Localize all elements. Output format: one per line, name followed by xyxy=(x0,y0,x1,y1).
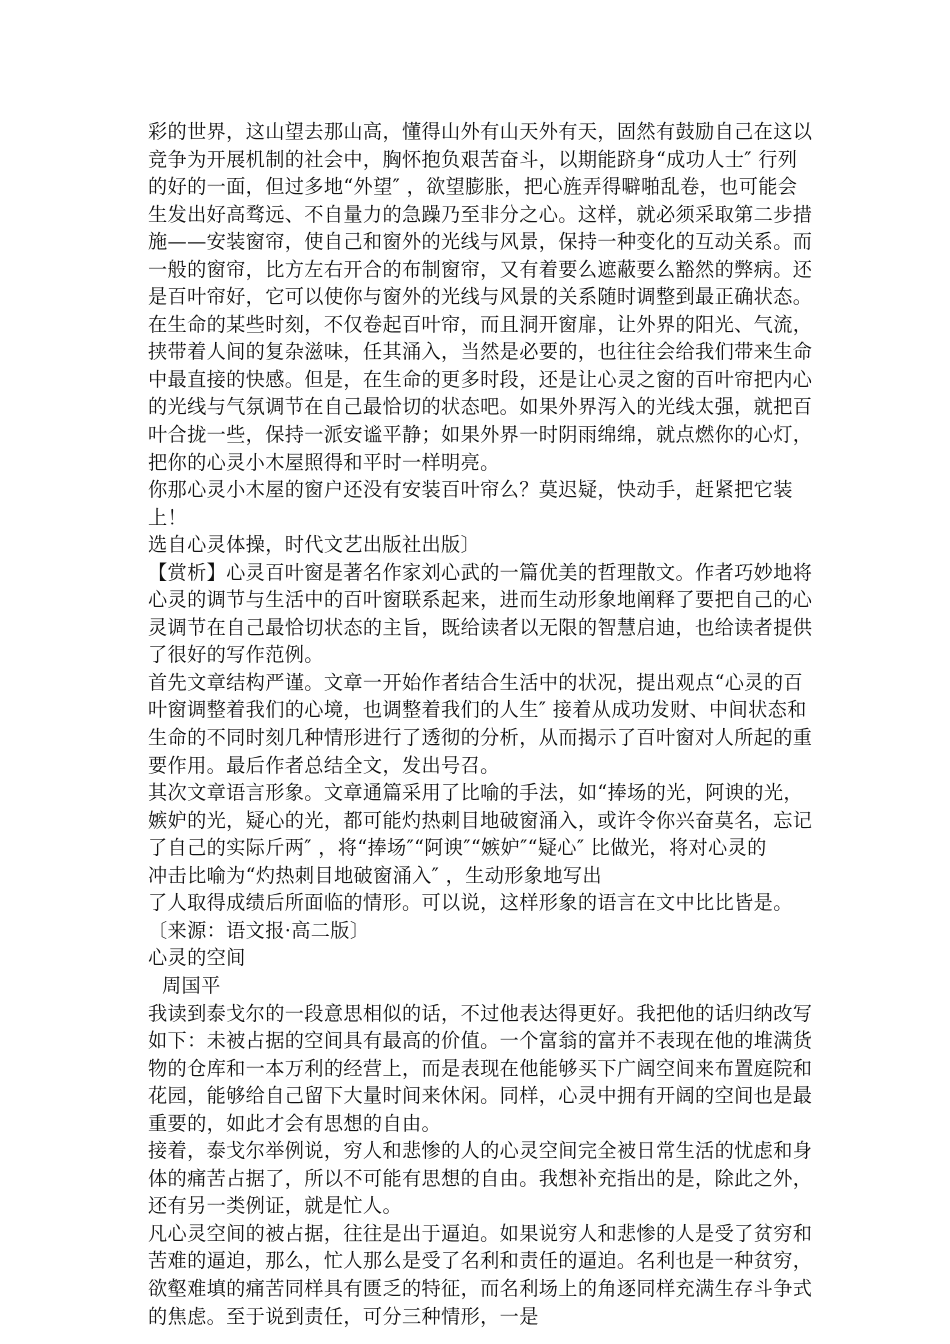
text-line: 物的仓库和一本万利的经营上，而是表现在他能够买下广阔空间来布置庭院和 xyxy=(148,1056,813,1080)
text-line: 其次文章语言形象。文章通篇采用了比喻的手法，如“捧场的光，阿谀的光， xyxy=(148,781,803,805)
text-line: 还有另一类例证，就是忙人。 xyxy=(148,1194,402,1218)
text-line: 了自己的实际斤两″ ，将“捧场″“阿谀″“嫉妒″“疑心″ 比做光，将对心灵的 xyxy=(148,836,767,860)
text-line: 的光线与气氛调节在自己最恰切的状态吧。如果外界泻入的光线太强，就把百 xyxy=(148,395,813,419)
article-title: 心灵的空间 xyxy=(148,946,246,970)
text-line: 心灵的调节与生活中的百叶窗联系起来，进而生动形象地阐释了要把自己的心 xyxy=(148,588,813,612)
source-line: 〔来源：语文报·高二版〕 xyxy=(148,918,370,942)
text-line: 彩的世界，这山望去那山高，懂得山外有山天外有天，固然有鼓励自己在这以 xyxy=(148,120,813,143)
text-line: 你那心灵小木屋的窗户还没有安装百叶帘么？莫迟疑，快动手，赶紧把它装 xyxy=(148,478,793,502)
text-line: 生命的不同时刻几种情形进行了透彻的分析，从而揭示了百叶窗对人所起的重 xyxy=(148,726,813,750)
text-line: 是百叶帘好，它可以使你与窗外的光线与风景的关系随时调整到最正确状态。 xyxy=(148,285,813,309)
text-line: 要作用。最后作者总结全文，发出号召。 xyxy=(148,753,500,777)
text-line: 叶窗调整着我们的心境，也调整着我们的人生″ 接着从成功发财、中间状态和 xyxy=(148,698,807,722)
text-line: 了很好的写作范例。 xyxy=(148,643,324,667)
text-line: 了人取得成绩后所面临的情形。可以说，这样形象的语言在文中比比皆是。 xyxy=(148,891,793,915)
text-line: 如下：未被占据的空间具有最高的价值。一个富翁的富并不表现在他的堆满货 xyxy=(148,1029,813,1053)
text-line: 冲击比喻为“灼热刺目地破窗涌入″ ，生动形象地写出 xyxy=(148,863,602,887)
text-line: 灵调节在自己最恰切状态的主旨，既给读者以无限的智慧启迪，也给读者提供 xyxy=(148,615,813,639)
text-line: 体的痛苦占据了，所以不可能有思想的自由。我想补充指出的是，除此之外， xyxy=(148,1166,813,1190)
text-line: 上！ xyxy=(148,505,188,529)
text-line: 的好的一面，但过多地“外望″ ，欲望膨胀，把心旌弄得噼啪乱卷，也可能会 xyxy=(148,175,798,199)
text-line: 把你的心灵小木屋照得和平时一样明亮。 xyxy=(148,450,500,474)
text-line: 在生命的某些时刻，不仅卷起百叶帘，而且洞开窗扉，让外界的阳光、气流， xyxy=(148,312,813,336)
text-line: 凡心灵空间的被占据，往往是出于逼迫。如果说穷人和悲惨的人是受了贫穷和 xyxy=(148,1221,813,1245)
text-line: 叶合拢一些，保持一派安谧平静；如果外界一时阴雨绵绵，就点燃你的心灯， xyxy=(148,423,813,447)
text-line: 接着，泰戈尔举例说，穷人和悲惨的人的心灵空间完全被日常生活的忧虑和身 xyxy=(148,1139,813,1163)
analysis-heading-line: 【赏析】心灵百叶窗是著名作家刘心武的一篇优美的哲理散文。作者巧妙地将 xyxy=(148,560,813,584)
text-line: 苦难的逼迫，那么，忙人那么是受了名利和责任的逼迫。名利也是一种贫穷， xyxy=(148,1249,813,1273)
article-author: 周国平 xyxy=(162,973,221,997)
text-line: 挟带着人间的复杂滋味，任其涌入，当然是必要的，也往往会给我们带来生命 xyxy=(148,340,813,364)
document-body xyxy=(148,118,813,1330)
text-line: 嫉妒的光，疑心的光，都可能灼热刺目地破窗涌入，或许令你兴奋莫名，忘记 xyxy=(148,808,813,832)
text-line: 中最直接的快感。但是，在生命的更多时段，还是让心灵之窗的百叶帘把内心 xyxy=(148,367,813,391)
text-line: 欲壑难填的痛苦同样具有匮乏的特征，而名利场上的角逐同样充满生存斗争式 xyxy=(148,1276,813,1300)
text-line: 的焦虑。至于说到责任，可分三种情形，一是 xyxy=(148,1304,539,1328)
text-line: 花园，能够给自己留下大量时间来休闲。同样，心灵中拥有开阔的空间也是最 xyxy=(148,1084,813,1108)
text-line: 生发出好高骛远、不自量力的急躁乃至非分之心。这样，就必须采取第二步措 xyxy=(148,202,813,226)
source-line: 选自心灵体操，时代文艺出版社出版〕 xyxy=(148,533,481,557)
text-line: 首先文章结构严谨。文章一开始作者结合生活中的状况，提出观点“心灵的百 xyxy=(148,670,803,694)
text-line: 施——安装窗帘，使自己和窗外的光线与风景，保持一种变化的互动关系。而 xyxy=(148,230,813,254)
text-line: 一般的窗帘，比方左右开合的布制窗帘，又有着要么遮蔽要么豁然的弊病。还 xyxy=(148,257,813,281)
text-line: 重要的，如此才会有思想的自由。 xyxy=(148,1111,442,1135)
text-line: 竞争为开展机制的社会中，胸怀抱负艰苦奋斗，以期能跻身“成功人士″ 行列 xyxy=(148,147,798,171)
text-line: 我读到泰戈尔的一段意思相似的话，不过他表达得更好。我把他的话归纳改写 xyxy=(148,1001,813,1025)
